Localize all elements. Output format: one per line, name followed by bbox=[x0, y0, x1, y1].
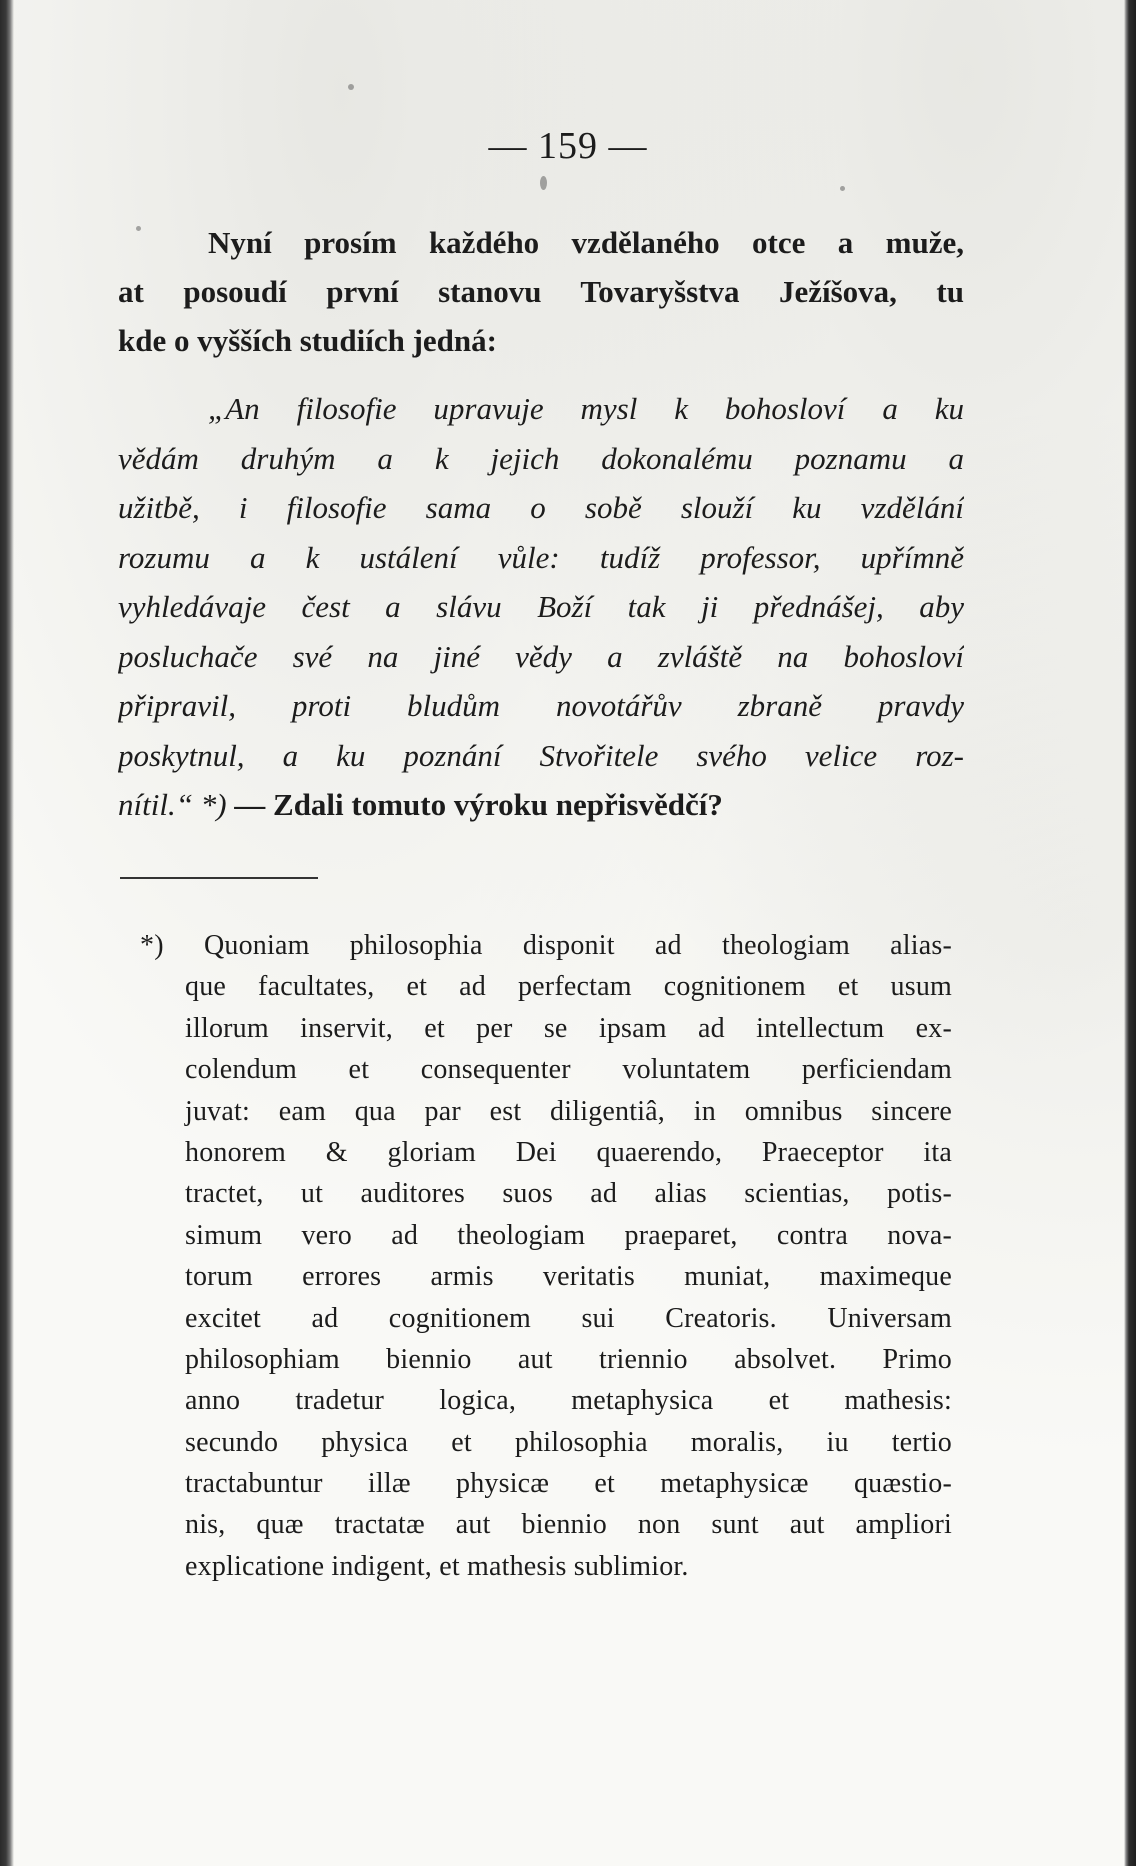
text-line: připravil, proti bludům novotářův zbraně pravdy bbox=[118, 688, 964, 723]
text-line bbox=[118, 780, 964, 830]
text-line: vědám druhým a k jejich dokonalému poznamu a bbox=[118, 440, 964, 476]
footnote-line: que facultates, et ad perfectam cognitionem et usum bbox=[185, 971, 952, 1003]
closing-question: Zdali tomuto výroku nepřisvědčí? bbox=[273, 787, 723, 822]
footnote-line: simum vero ad theologiam praeparet, contra nova- bbox=[185, 1219, 952, 1251]
page-left-edge-shadow bbox=[0, 0, 14, 1866]
footnote-line: secundo physica et philosophia moralis, iu tertio bbox=[185, 1426, 952, 1458]
footnote-line: juvat: eam qua par est diligentiâ, in omnibus sincere bbox=[185, 1095, 952, 1127]
text-line: vyhledávaje čest a slávu Boží tak ji přednášej, aby bbox=[118, 589, 964, 624]
text-line: „An filosofie upravuje mysl k bohosloví a ku bbox=[208, 391, 964, 426]
text-line: rozumu a k ustálení vůle: tudíž professor, upřímně bbox=[118, 539, 964, 575]
footnote-separator bbox=[120, 877, 318, 879]
footnote-line: philosophiam biennio aut triennio absolvet. Primo bbox=[185, 1343, 952, 1375]
em-dash: — bbox=[226, 787, 274, 822]
intro-paragraph bbox=[118, 218, 964, 365]
footnote-line: *) Quoniam philosophia disponit ad theologiam alias- bbox=[140, 930, 952, 961]
text-line: at posoudí první stanovu Tovaryšstva Ježíšova, tu bbox=[118, 274, 964, 309]
footnote-line: honorem & gloriam Dei quaerendo, Praeceptor ita bbox=[185, 1136, 952, 1168]
paper-speck bbox=[348, 84, 354, 90]
footnote-line: nis, quæ tractatæ aut biennio non sunt aut ampliori bbox=[185, 1509, 952, 1541]
text-line: poskytnul, a ku poznání Stvořitele svého velice roz- bbox=[118, 737, 964, 773]
footnote bbox=[140, 925, 952, 1587]
text-line: kde o vyšších studiích jedná: bbox=[118, 323, 497, 358]
text-line: užitbě, i filosofie sama o sobě slouží ku vzdělání bbox=[118, 490, 964, 525]
footnote-line: explicatione indigent, et mathesis sublimior. bbox=[185, 1550, 689, 1582]
quote-paragraph bbox=[118, 384, 964, 830]
paper-speck bbox=[540, 176, 547, 190]
text-line: posluchače své na jiné vědy a zvláště na bohosloví bbox=[118, 638, 964, 674]
paper-speck bbox=[840, 186, 845, 191]
footnote-line: colendum et consequenter voluntatem perficiendam bbox=[185, 1054, 952, 1086]
text-line: Nyní prosím každého vzdělaného otce a muže, bbox=[208, 225, 964, 260]
page-right-edge-shadow bbox=[1124, 0, 1136, 1866]
quote-end: nítil.“ *) bbox=[118, 787, 227, 822]
footnote-line: tractabuntur illæ physicæ et metaphysicæ quæstio- bbox=[185, 1468, 952, 1500]
footnote-line: excitet ad cognitionem sui Creatoris. Universam bbox=[185, 1302, 952, 1334]
footnote-line: torum errores armis veritatis muniat, maximeque bbox=[185, 1261, 952, 1293]
footnote-line: anno tradetur logica, metaphysica et mathesis: bbox=[185, 1385, 952, 1417]
footnote-line: tractet, ut auditores suos ad alias scientias, potis- bbox=[185, 1178, 952, 1210]
footnote-line: illorum inservit, et per se ipsam ad intellectum ex- bbox=[185, 1012, 952, 1044]
page-number: — 159 — bbox=[488, 125, 648, 167]
